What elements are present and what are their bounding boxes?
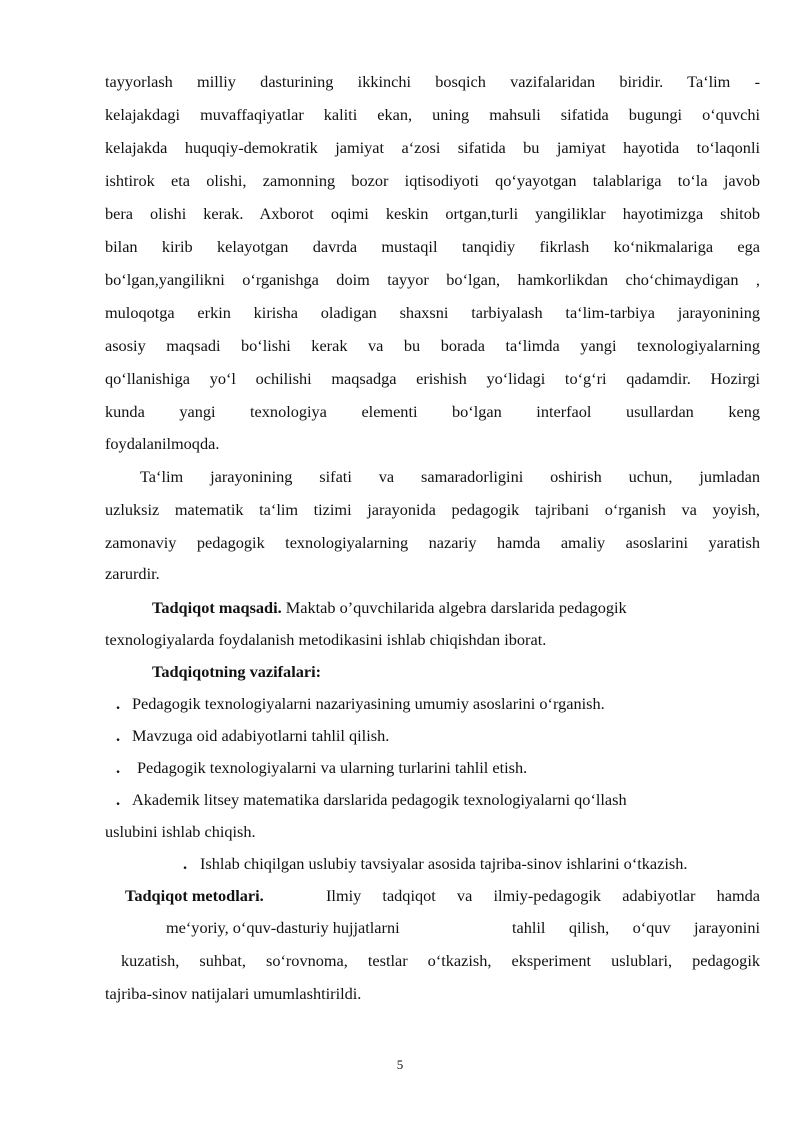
goal-label: Tadqiqot maqsadi. <box>152 598 282 617</box>
methods-text: Ilmiy tadqiqot va ilmiy-pedagogik adabiyotlar hamda <box>326 886 760 905</box>
methods-text: me‘yoriy, o‘quv-dasturiy hujjatlarni <box>166 918 400 937</box>
bullet-icon: . <box>116 790 121 809</box>
task-item: Mavzuga oid adabiyotlarni tahlil qilish. <box>132 726 390 745</box>
methods-label: Tadqiqot metodlari. <box>125 886 264 905</box>
text-line: ishtirok eta olishi, zamonning bozor iqtisodiyoti qo‘yayotgan talablariga to‘la javob <box>105 171 760 190</box>
text-line: kunda yangi texnologiya elementi bo‘lgan interfaol usullardan keng <box>105 402 760 421</box>
bullet-icon: . <box>183 854 188 873</box>
task-item: Akademik litsey matematika darslarida pedagogik texnologiyalarni qo‘llash <box>132 790 627 809</box>
text-line: tayyorlash milliy dasturining ikkinchi bosqich vazifalaridan biridir. Ta‘lim - <box>105 72 760 91</box>
text-line: foydalanilmoqda. <box>105 434 220 453</box>
text-line: bilan kirib kelayotgan davrda mustaqil tanqidiy fikrlash ko‘nikmalariga ega <box>105 237 760 256</box>
task-item: Ishlab chiqilgan uslubiy tavsiyalar asosida tajriba-sinov ishlarini o‘tkazish. <box>200 854 688 873</box>
goal-line <box>152 598 627 618</box>
tasks-heading: Tadqiqotning vazifalari: <box>152 662 322 681</box>
text-line: asosiy maqsadi bo‘lishi kerak va bu borada ta‘limda yangi texnologiyalarning <box>105 336 760 355</box>
bullet-icon: . <box>116 758 121 777</box>
task-item: Pedagogik texnologiyalarni va ularning turlarini tahlil etish. <box>137 758 528 777</box>
task-item-continued: uslubini ishlab chiqish. <box>105 822 256 841</box>
bullet-icon: . <box>116 694 121 713</box>
text-line: zamonaviy pedagogik texnologiyalarning nazariy hamda amaliy asoslarini yaratish <box>105 533 760 552</box>
text-line: qo‘llanishiga yo‘l ochilishi maqsadga erishish yo‘lidagi to‘g‘ri qadamdir. Hozirgi <box>105 369 760 388</box>
text-line: bo‘lgan,yangilikni o‘rganishga doim tayyor bo‘lgan, hamkorlikdan cho‘chimaydigan , <box>105 270 760 289</box>
text-line: Ta‘lim jarayonining sifati va samaradorligini oshirish uchun, jumladan <box>140 467 760 486</box>
text-line: kelajakdagi muvaffaqiyatlar kaliti ekan, uning mahsuli sifatida bugungi o‘quvchi <box>105 105 760 124</box>
page-number: 5 <box>396 1057 404 1072</box>
bullet-icon: . <box>116 726 121 745</box>
task-item: Pedagogik texnologiyalarni nazariyasining umumiy asoslarini o‘rganish. <box>132 694 605 713</box>
methods-text: kuzatish, suhbat, so‘rovnoma, testlar o‘tkazish, eksperiment uslublari, pedagogik <box>121 951 760 970</box>
text-line: zarurdir. <box>105 564 160 583</box>
text-line: kelajakda huquqiy-demokratik jamiyat a‘zosi sifatida bu jamiyat hayotida to‘laqonli <box>105 138 760 157</box>
text-line: muloqotga erkin kirisha oladigan shaxsni tarbiyalash ta‘lim-tarbiya jarayonining <box>105 303 760 322</box>
methods-text: tajriba-sinov natijalari umumlashtirildi. <box>105 984 362 1003</box>
text-line: uzluksiz matematik ta‘lim tizimi jarayonida pedagogik tajribani o‘rganish va yoyish, <box>105 500 760 519</box>
text-line: bera olishi kerak. Axborot oqimi keskin ortgan,turli yangiliklar hayotimizga shitob <box>105 204 760 223</box>
goal-text-2: texnologiyalarda foydalanish metodikasini ishlab chiqishdan iborat. <box>105 630 547 649</box>
methods-text: tahlil qilish, o‘quv jarayonini <box>512 918 760 937</box>
goal-text: Maktab o’quvchilarida algebra darslarida pedagogik <box>281 598 627 617</box>
